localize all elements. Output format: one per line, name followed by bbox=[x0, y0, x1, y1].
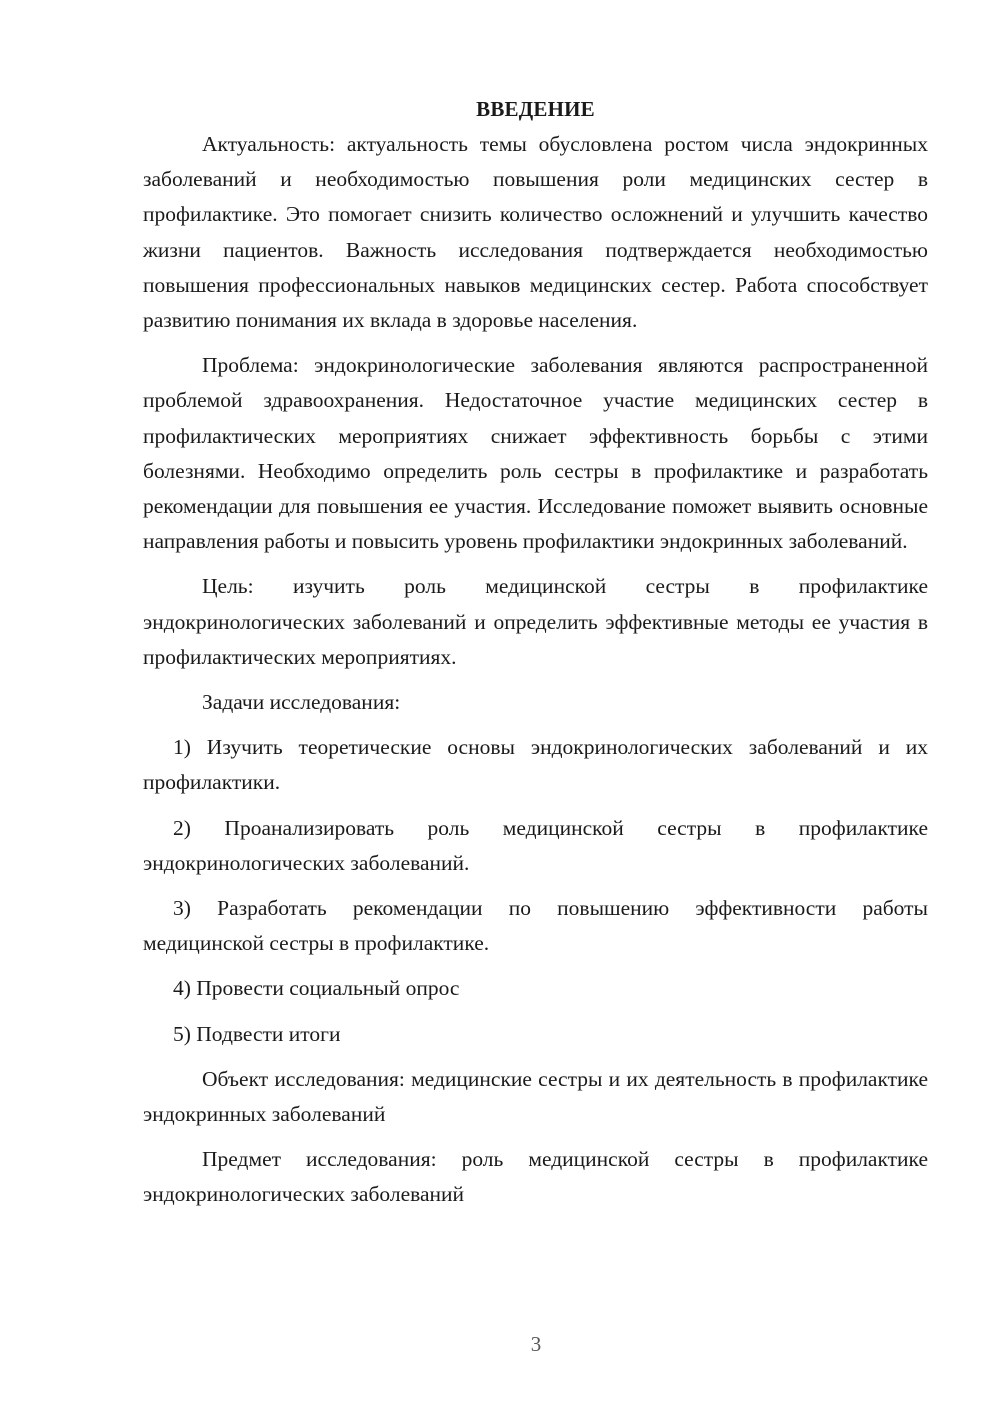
problem-paragraph: Проблема: эндокринологические заболевания являются распространенной проблемой здравоохранения. Недостаточное участие медицинских сестер в профилактических мероприятиях снижает эффективность борьбы с этими болезнями. Необходимо определить роль сестры в профилактике и разработать рекомендации для повышения ее участия. Исследование поможет выявить основные направления работы и повысить уровень профилактики эндокринных заболеваний. bbox=[143, 353, 928, 554]
task-item-2: 2) Проанализировать роль медицинской сестры в профилактике эндокринологических заболеваний. bbox=[143, 815, 928, 875]
tasks-title: Задачи исследования: bbox=[202, 690, 401, 715]
relevance-paragraph: Актуальность: актуальность темы обусловлена ростом числа эндокринных заболеваний и необходимостью повышения роли медицинских сестер в профилактике. Это помогает снизить количество осложнений и улучшить качество жизни пациентов. Важность исследования подтверждается необходимостью повышения профессиональных навыков медицинских сестер. Работа способствует развитию понимания их вклада в здоровье населения. bbox=[143, 132, 928, 333]
task-item-5: 5) Подвести итоги bbox=[173, 1021, 341, 1046]
task-item-4: 4) Провести социальный опрос bbox=[173, 976, 460, 1001]
page-number: 3 bbox=[530, 1332, 542, 1356]
goal-paragraph: Цель: изучить роль медицинской сестры в профилактике эндокринологических заболеваний и определить эффективные методы ее участия в профилактических мероприятиях. bbox=[143, 574, 928, 669]
object-paragraph: Объект исследования: медицинские сестры и их деятельность в профилактике эндокринных заболеваний bbox=[143, 1066, 928, 1127]
document-page bbox=[143, 92, 928, 1223]
task-item-3: 3) Разработать рекомендации по повышению эффективности работы медицинской сестры в профилактике. bbox=[143, 896, 928, 956]
task-item-1: 1) Изучить теоретические основы эндокринологических заболеваний и их профилактики. bbox=[143, 735, 928, 795]
subject-paragraph: Предмет исследования: роль медицинской сестры в профилактике эндокринологических заболеваний bbox=[143, 1147, 928, 1207]
page-title: ВВЕДЕНИЕ bbox=[476, 97, 595, 121]
